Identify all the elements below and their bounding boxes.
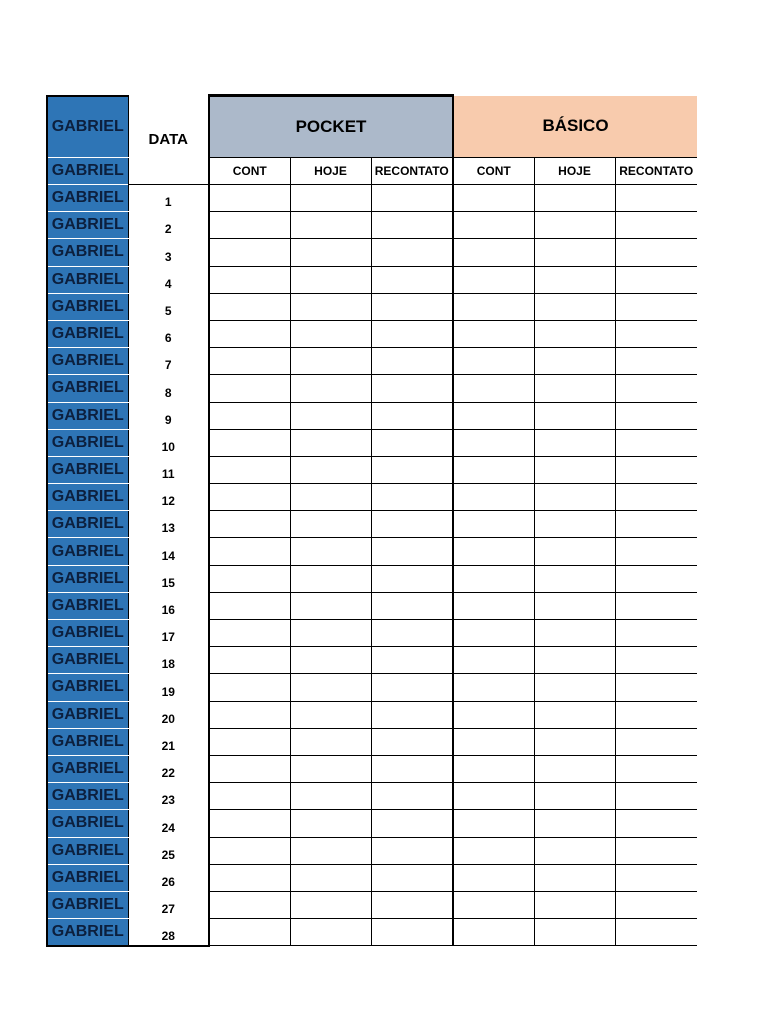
grid-cell-basico-recontato[interactable]	[615, 919, 697, 946]
grid-cell-basico-hoje[interactable]	[534, 456, 615, 483]
grid-cell-pocket-cont[interactable]	[209, 212, 290, 239]
grid-cell-basico-cont[interactable]	[453, 484, 534, 511]
grid-cell-basico-recontato[interactable]	[615, 456, 697, 483]
grid-cell-pocket-cont[interactable]	[209, 538, 290, 565]
grid-cell-basico-cont[interactable]	[453, 728, 534, 755]
grid-cell-basico-cont[interactable]	[453, 239, 534, 266]
grid-cell-pocket-cont[interactable]	[209, 755, 290, 782]
grid-cell-basico-cont[interactable]	[453, 864, 534, 891]
day-row	[47, 212, 697, 239]
name-cell[interactable]: GABRIEL	[47, 783, 128, 810]
name-cell[interactable]: GABRIEL	[47, 538, 128, 565]
grid-cell-pocket-hoje[interactable]	[290, 783, 371, 810]
day-row	[47, 701, 697, 728]
day-row	[47, 511, 697, 538]
grid-cell-basico-recontato[interactable]	[615, 755, 697, 782]
grid-cell-basico-recontato[interactable]	[615, 565, 697, 592]
day-number-cell[interactable]: 6	[128, 320, 209, 347]
subheader-pocket-cont[interactable]: CONT	[209, 158, 290, 185]
grid-cell-basico-recontato[interactable]	[615, 810, 697, 837]
grid-cell-basico-cont[interactable]	[453, 266, 534, 293]
grid-cell-basico-cont[interactable]	[453, 919, 534, 946]
day-number-cell[interactable]: 3	[128, 239, 209, 266]
grid-cell-pocket-recontato[interactable]	[371, 185, 453, 212]
name-cell[interactable]: GABRIEL	[47, 755, 128, 782]
grid-cell-pocket-recontato[interactable]	[371, 783, 453, 810]
grid-cell-basico-cont[interactable]	[453, 701, 534, 728]
sheet-body	[47, 96, 697, 946]
grid-cell-basico-cont[interactable]	[453, 783, 534, 810]
grid-cell-pocket-hoje[interactable]	[290, 239, 371, 266]
day-number-cell[interactable]: 21	[128, 728, 209, 755]
grid-cell-pocket-hoje[interactable]	[290, 293, 371, 320]
name-cell[interactable]: GABRIEL	[47, 919, 128, 946]
name-cell[interactable]: GABRIEL	[47, 375, 128, 402]
grid-cell-basico-hoje[interactable]	[534, 185, 615, 212]
grid-cell-pocket-recontato[interactable]	[371, 919, 453, 946]
grid-cell-basico-recontato[interactable]	[615, 511, 697, 538]
group-header-row	[47, 96, 697, 158]
grid-cell-pocket-cont[interactable]	[209, 293, 290, 320]
day-row	[47, 239, 697, 266]
grid-cell-basico-recontato[interactable]	[615, 837, 697, 864]
grid-cell-basico-hoje[interactable]	[534, 212, 615, 239]
subheader-basico-recontato[interactable]: RECONTATO	[615, 158, 697, 185]
name-cell[interactable]: GABRIEL	[47, 266, 128, 293]
day-row	[47, 565, 697, 592]
grid-cell-pocket-hoje[interactable]	[290, 212, 371, 239]
grid-cell-basico-recontato[interactable]	[615, 701, 697, 728]
name-cell[interactable]: GABRIEL	[47, 565, 128, 592]
grid-cell-basico-cont[interactable]	[453, 348, 534, 375]
day-number-cell[interactable]: 22	[128, 755, 209, 782]
name-cell[interactable]: GABRIEL	[47, 674, 128, 701]
grid-cell-basico-recontato[interactable]	[615, 647, 697, 674]
grid-cell-pocket-recontato[interactable]	[371, 674, 453, 701]
name-cell[interactable]: GABRIEL	[47, 429, 128, 456]
grid-cell-basico-hoje[interactable]	[534, 402, 615, 429]
day-row	[47, 320, 697, 347]
grid-cell-basico-recontato[interactable]	[615, 891, 697, 918]
group-header-pocket[interactable]: POCKET	[209, 96, 453, 158]
day-row	[47, 266, 697, 293]
day-number-cell[interactable]: 14	[128, 538, 209, 565]
grid-cell-basico-cont[interactable]	[453, 375, 534, 402]
grid-cell-pocket-hoje[interactable]	[290, 320, 371, 347]
day-row	[47, 402, 697, 429]
grid-cell-pocket-recontato[interactable]	[371, 484, 453, 511]
day-row	[47, 429, 697, 456]
day-number-cell[interactable]: 24	[128, 810, 209, 837]
grid-cell-pocket-hoje[interactable]	[290, 538, 371, 565]
grid-cell-basico-recontato[interactable]	[615, 293, 697, 320]
name-cell[interactable]: GABRIEL	[47, 810, 128, 837]
grid-cell-basico-cont[interactable]	[453, 755, 534, 782]
grid-cell-basico-hoje[interactable]	[534, 701, 615, 728]
day-number-cell[interactable]: 8	[128, 375, 209, 402]
name-cell[interactable]: GABRIEL	[47, 96, 128, 158]
grid-cell-basico-hoje[interactable]	[534, 348, 615, 375]
name-cell[interactable]: GABRIEL	[47, 484, 128, 511]
subheader-basico-hoje[interactable]: HOJE	[534, 158, 615, 185]
grid-cell-basico-hoje[interactable]	[534, 810, 615, 837]
grid-cell-pocket-cont[interactable]	[209, 701, 290, 728]
day-number-cell[interactable]: 1	[128, 185, 209, 212]
grid-cell-basico-recontato[interactable]	[615, 538, 697, 565]
day-row	[47, 293, 697, 320]
grid-cell-basico-recontato[interactable]	[615, 728, 697, 755]
grid-cell-basico-cont[interactable]	[453, 511, 534, 538]
name-cell[interactable]: GABRIEL	[47, 891, 128, 918]
grid-cell-basico-cont[interactable]	[453, 293, 534, 320]
grid-cell-basico-cont[interactable]	[453, 810, 534, 837]
grid-cell-basico-cont[interactable]	[453, 320, 534, 347]
grid-cell-pocket-cont[interactable]	[209, 348, 290, 375]
subheader-pocket-recontato[interactable]: RECONTATO	[371, 158, 453, 185]
day-row	[47, 348, 697, 375]
grid-cell-pocket-recontato[interactable]	[371, 592, 453, 619]
grid-cell-pocket-hoje[interactable]	[290, 837, 371, 864]
day-row	[47, 674, 697, 701]
grid-cell-basico-cont[interactable]	[453, 565, 534, 592]
grid-cell-pocket-recontato[interactable]	[371, 837, 453, 864]
day-number-cell[interactable]: 11	[128, 456, 209, 483]
grid-cell-pocket-recontato[interactable]	[371, 864, 453, 891]
grid-cell-basico-hoje[interactable]	[534, 783, 615, 810]
grid-cell-basico-hoje[interactable]	[534, 538, 615, 565]
grid-cell-basico-hoje[interactable]	[534, 674, 615, 701]
grid-cell-basico-cont[interactable]	[453, 429, 534, 456]
grid-cell-basico-recontato[interactable]	[615, 212, 697, 239]
grid-cell-basico-hoje[interactable]	[534, 919, 615, 946]
grid-cell-pocket-hoje[interactable]	[290, 864, 371, 891]
day-number-cell[interactable]: 26	[128, 864, 209, 891]
day-number-cell[interactable]: 10	[128, 429, 209, 456]
grid-cell-pocket-cont[interactable]	[209, 891, 290, 918]
grid-cell-basico-recontato[interactable]	[615, 320, 697, 347]
grid-cell-basico-hoje[interactable]	[534, 592, 615, 619]
grid-cell-pocket-hoje[interactable]	[290, 484, 371, 511]
grid-cell-pocket-hoje[interactable]	[290, 755, 371, 782]
grid-cell-basico-hoje[interactable]	[534, 429, 615, 456]
grid-cell-basico-recontato[interactable]	[615, 864, 697, 891]
grid-cell-pocket-hoje[interactable]	[290, 456, 371, 483]
grid-cell-pocket-cont[interactable]	[209, 647, 290, 674]
grid-cell-pocket-hoje[interactable]	[290, 348, 371, 375]
grid-cell-basico-recontato[interactable]	[615, 266, 697, 293]
day-row	[47, 755, 697, 782]
day-row	[47, 783, 697, 810]
grid-cell-pocket-recontato[interactable]	[371, 728, 453, 755]
name-cell[interactable]: GABRIEL	[47, 592, 128, 619]
grid-cell-pocket-cont[interactable]	[209, 620, 290, 647]
grid-cell-pocket-cont[interactable]	[209, 674, 290, 701]
grid-cell-basico-cont[interactable]	[453, 402, 534, 429]
grid-cell-pocket-cont[interactable]	[209, 239, 290, 266]
grid-cell-pocket-hoje[interactable]	[290, 647, 371, 674]
group-header-basico[interactable]: BÁSICO	[453, 96, 697, 158]
name-cell[interactable]: GABRIEL	[47, 864, 128, 891]
day-number-cell[interactable]: 18	[128, 647, 209, 674]
grid-cell-basico-recontato[interactable]	[615, 348, 697, 375]
name-cell[interactable]: GABRIEL	[47, 348, 128, 375]
name-cell[interactable]: GABRIEL	[47, 837, 128, 864]
grid-cell-pocket-cont[interactable]	[209, 456, 290, 483]
grid-cell-pocket-recontato[interactable]	[371, 402, 453, 429]
day-number-cell[interactable]: 23	[128, 783, 209, 810]
name-cell[interactable]: GABRIEL	[47, 320, 128, 347]
day-row	[47, 456, 697, 483]
day-number-cell[interactable]: 9	[128, 402, 209, 429]
grid-cell-pocket-hoje[interactable]	[290, 185, 371, 212]
grid-cell-pocket-hoje[interactable]	[290, 891, 371, 918]
name-cell[interactable]: GABRIEL	[47, 293, 128, 320]
day-row	[47, 647, 697, 674]
grid-cell-basico-recontato[interactable]	[615, 674, 697, 701]
spreadsheet-table	[46, 94, 697, 947]
grid-cell-basico-recontato[interactable]	[615, 402, 697, 429]
day-number-cell[interactable]: 7	[128, 348, 209, 375]
grid-cell-basico-cont[interactable]	[453, 592, 534, 619]
grid-cell-pocket-recontato[interactable]	[371, 701, 453, 728]
grid-cell-pocket-cont[interactable]	[209, 919, 290, 946]
grid-cell-basico-hoje[interactable]	[534, 620, 615, 647]
day-row	[47, 837, 697, 864]
grid-cell-pocket-cont[interactable]	[209, 402, 290, 429]
grid-cell-basico-cont[interactable]	[453, 212, 534, 239]
grid-cell-pocket-recontato[interactable]	[371, 647, 453, 674]
grid-cell-basico-recontato[interactable]	[615, 185, 697, 212]
name-cell[interactable]: GABRIEL	[47, 212, 128, 239]
grid-cell-pocket-cont[interactable]	[209, 565, 290, 592]
grid-cell-pocket-hoje[interactable]	[290, 375, 371, 402]
grid-cell-pocket-cont[interactable]	[209, 185, 290, 212]
grid-cell-basico-hoje[interactable]	[534, 293, 615, 320]
grid-cell-basico-hoje[interactable]	[534, 320, 615, 347]
day-number-cell[interactable]: 15	[128, 565, 209, 592]
grid-cell-pocket-hoje[interactable]	[290, 565, 371, 592]
grid-cell-pocket-recontato[interactable]	[371, 620, 453, 647]
grid-cell-basico-cont[interactable]	[453, 538, 534, 565]
grid-cell-pocket-recontato[interactable]	[371, 810, 453, 837]
grid-cell-basico-recontato[interactable]	[615, 783, 697, 810]
grid-cell-pocket-hoje[interactable]	[290, 728, 371, 755]
grid-cell-pocket-cont[interactable]	[209, 837, 290, 864]
grid-cell-pocket-recontato[interactable]	[371, 348, 453, 375]
grid-cell-basico-cont[interactable]	[453, 456, 534, 483]
day-number-cell[interactable]: 16	[128, 592, 209, 619]
grid-cell-basico-recontato[interactable]	[615, 429, 697, 456]
day-number-cell[interactable]: 5	[128, 293, 209, 320]
grid-cell-pocket-hoje[interactable]	[290, 674, 371, 701]
grid-cell-pocket-recontato[interactable]	[371, 239, 453, 266]
grid-cell-pocket-cont[interactable]	[209, 592, 290, 619]
grid-cell-pocket-recontato[interactable]	[371, 375, 453, 402]
day-number-cell[interactable]: 19	[128, 674, 209, 701]
grid-cell-pocket-hoje[interactable]	[290, 701, 371, 728]
grid-cell-basico-cont[interactable]	[453, 185, 534, 212]
day-row	[47, 185, 697, 212]
grid-cell-basico-hoje[interactable]	[534, 647, 615, 674]
grid-cell-pocket-cont[interactable]	[209, 810, 290, 837]
day-row	[47, 728, 697, 755]
grid-cell-basico-recontato[interactable]	[615, 592, 697, 619]
grid-cell-pocket-recontato[interactable]	[371, 538, 453, 565]
name-cell[interactable]: GABRIEL	[47, 158, 128, 185]
grid-cell-pocket-recontato[interactable]	[371, 266, 453, 293]
day-row	[47, 375, 697, 402]
grid-cell-pocket-recontato[interactable]	[371, 320, 453, 347]
day-number-cell[interactable]: 27	[128, 891, 209, 918]
grid-cell-basico-cont[interactable]	[453, 891, 534, 918]
name-cell[interactable]: GABRIEL	[47, 701, 128, 728]
grid-cell-pocket-recontato[interactable]	[371, 456, 453, 483]
grid-cell-pocket-hoje[interactable]	[290, 620, 371, 647]
day-row	[47, 620, 697, 647]
grid-cell-basico-hoje[interactable]	[534, 565, 615, 592]
grid-cell-pocket-hoje[interactable]	[290, 810, 371, 837]
grid-cell-basico-recontato[interactable]	[615, 620, 697, 647]
grid-cell-pocket-cont[interactable]	[209, 728, 290, 755]
grid-cell-pocket-recontato[interactable]	[371, 891, 453, 918]
subheader-pocket-hoje[interactable]: HOJE	[290, 158, 371, 185]
grid-cell-basico-recontato[interactable]	[615, 375, 697, 402]
day-number-cell[interactable]: 25	[128, 837, 209, 864]
name-cell[interactable]: GABRIEL	[47, 185, 128, 212]
day-number-cell[interactable]: 12	[128, 484, 209, 511]
grid-cell-pocket-cont[interactable]	[209, 320, 290, 347]
day-number-cell[interactable]: 17	[128, 620, 209, 647]
grid-cell-basico-cont[interactable]	[453, 837, 534, 864]
day-number-cell[interactable]: 13	[128, 511, 209, 538]
grid-cell-pocket-recontato[interactable]	[371, 511, 453, 538]
grid-cell-pocket-hoje[interactable]	[290, 429, 371, 456]
day-row	[47, 864, 697, 891]
grid-cell-basico-cont[interactable]	[453, 647, 534, 674]
grid-cell-basico-cont[interactable]	[453, 674, 534, 701]
day-row	[47, 538, 697, 565]
grid-cell-basico-hoje[interactable]	[534, 864, 615, 891]
day-number-cell[interactable]: 28	[128, 919, 209, 946]
day-row	[47, 592, 697, 619]
name-cell[interactable]: GABRIEL	[47, 511, 128, 538]
grid-cell-pocket-recontato[interactable]	[371, 565, 453, 592]
grid-cell-pocket-cont[interactable]	[209, 266, 290, 293]
grid-cell-basico-hoje[interactable]	[534, 239, 615, 266]
grid-cell-pocket-recontato[interactable]	[371, 293, 453, 320]
day-number-cell[interactable]: 2	[128, 212, 209, 239]
name-cell[interactable]: GABRIEL	[47, 402, 128, 429]
grid-cell-pocket-cont[interactable]	[209, 864, 290, 891]
grid-cell-basico-hoje[interactable]	[534, 375, 615, 402]
grid-cell-basico-hoje[interactable]	[534, 891, 615, 918]
day-row	[47, 484, 697, 511]
day-number-cell[interactable]: 4	[128, 266, 209, 293]
grid-cell-pocket-recontato[interactable]	[371, 755, 453, 782]
grid-cell-basico-hoje[interactable]	[534, 511, 615, 538]
grid-cell-pocket-cont[interactable]	[209, 375, 290, 402]
grid-cell-pocket-hoje[interactable]	[290, 511, 371, 538]
grid-cell-pocket-cont[interactable]	[209, 429, 290, 456]
grid-cell-basico-recontato[interactable]	[615, 239, 697, 266]
name-cell[interactable]: GABRIEL	[47, 728, 128, 755]
name-cell[interactable]: GABRIEL	[47, 620, 128, 647]
day-row	[47, 891, 697, 918]
grid-cell-pocket-hoje[interactable]	[290, 266, 371, 293]
day-row	[47, 919, 697, 946]
grid-cell-basico-hoje[interactable]	[534, 755, 615, 782]
grid-cell-pocket-recontato[interactable]	[371, 212, 453, 239]
name-cell[interactable]: GABRIEL	[47, 239, 128, 266]
grid-cell-basico-hoje[interactable]	[534, 728, 615, 755]
grid-cell-basico-hoje[interactable]	[534, 484, 615, 511]
grid-cell-pocket-recontato[interactable]	[371, 429, 453, 456]
grid-cell-pocket-cont[interactable]	[209, 783, 290, 810]
grid-cell-basico-hoje[interactable]	[534, 837, 615, 864]
grid-cell-basico-recontato[interactable]	[615, 484, 697, 511]
grid-cell-pocket-hoje[interactable]	[290, 402, 371, 429]
grid-cell-pocket-cont[interactable]	[209, 484, 290, 511]
grid-cell-pocket-hoje[interactable]	[290, 592, 371, 619]
name-cell[interactable]: GABRIEL	[47, 456, 128, 483]
grid-cell-pocket-hoje[interactable]	[290, 919, 371, 946]
grid-cell-pocket-cont[interactable]	[209, 511, 290, 538]
subheader-basico-cont[interactable]: CONT	[453, 158, 534, 185]
grid-cell-basico-cont[interactable]	[453, 620, 534, 647]
day-row	[47, 810, 697, 837]
name-cell[interactable]: GABRIEL	[47, 647, 128, 674]
day-number-cell[interactable]: 20	[128, 701, 209, 728]
date-header[interactable]: DATA	[128, 96, 209, 185]
grid-cell-basico-hoje[interactable]	[534, 266, 615, 293]
